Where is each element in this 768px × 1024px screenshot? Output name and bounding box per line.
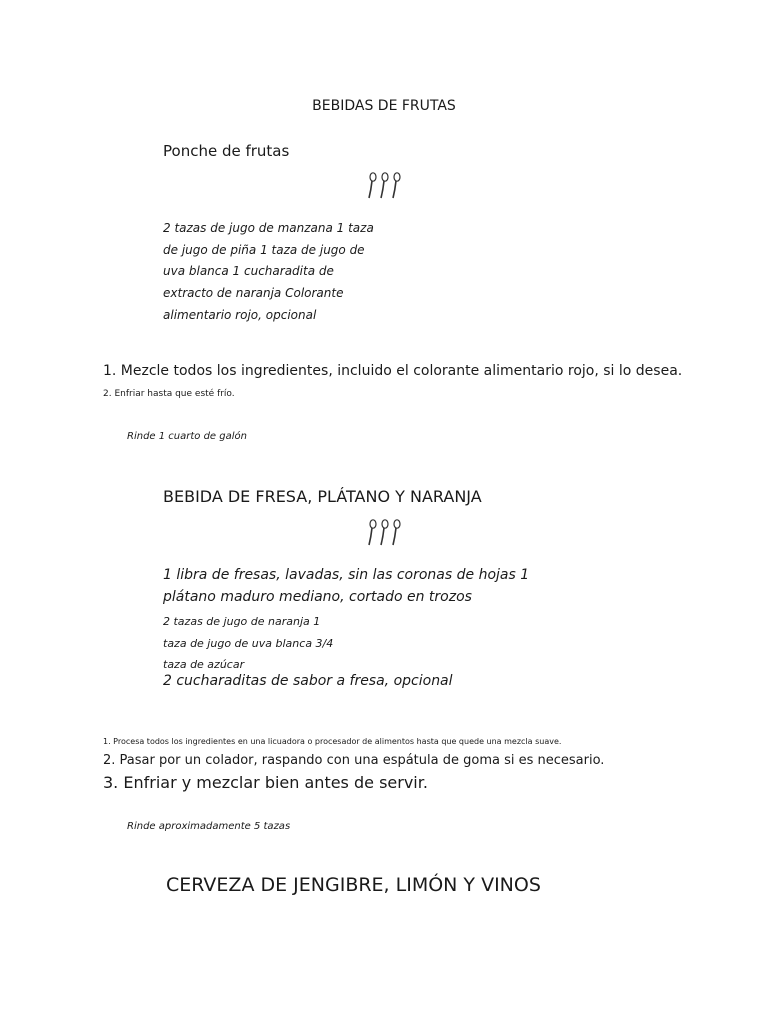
recipe-2-ingredient-2: 2 cucharaditas de sabor a fresa, opcional bbox=[163, 673, 453, 689]
recipe-1-step-1: 1. Mezcle todos los ingredientes, incluido el colorante alimentario rojo, si lo desea. bbox=[103, 363, 683, 379]
recipe-2-yield: Rinde aproximadamente 5 tazas bbox=[127, 821, 291, 832]
spoons-icon bbox=[366, 172, 404, 200]
recipe-1-title: Ponche de frutas bbox=[163, 142, 290, 160]
recipe-1-ingredients: 2 tazas de jugo de manzana 1 taza de jugo de piña 1 taza de jugo de uva blanca 1 cucharadita de extracto de naranja Colorante alimentario rojo, opcional bbox=[163, 221, 374, 322]
recipe-1-step-2: 2. Enfriar hasta que esté frío. bbox=[103, 389, 235, 399]
document-title: BEBIDAS DE FRUTAS bbox=[312, 98, 456, 114]
recipe-2-step-1: 1. Procesa todos los ingredientes en una licuadora o procesador de alimentos hasta que quede una mezcla suave. bbox=[103, 737, 562, 746]
spoons-icon bbox=[366, 519, 404, 547]
recipe-2-title: BEBIDA DE FRESA, PLÁTANO Y NARANJA bbox=[163, 487, 482, 506]
recipe-2-step-2: 2. Pasar por un colador, raspando con una espátula de goma si es necesario. bbox=[103, 753, 605, 768]
recipe-3-title: CERVEZA DE JENGIBRE, LIMÓN Y VINOS bbox=[166, 874, 541, 896]
recipe-2-ingredient-list bbox=[163, 611, 333, 676]
recipe-2-ingredient-1: 1 libra de fresas, lavadas, sin las coronas de hojas 1 plátano maduro mediano, cortado en trozos bbox=[163, 567, 530, 605]
recipe-2-step-3: 3. Enfriar y mezclar bien antes de servir. bbox=[103, 773, 428, 792]
ingredient-line: taza de azúcar bbox=[163, 658, 245, 671]
ingredient-line: 2 tazas de jugo de naranja 1 bbox=[163, 615, 321, 628]
recipe-1-yield: Rinde 1 cuarto de galón bbox=[127, 431, 247, 442]
ingredient-line: taza de jugo de uva blanca 3/4 bbox=[163, 636, 334, 650]
